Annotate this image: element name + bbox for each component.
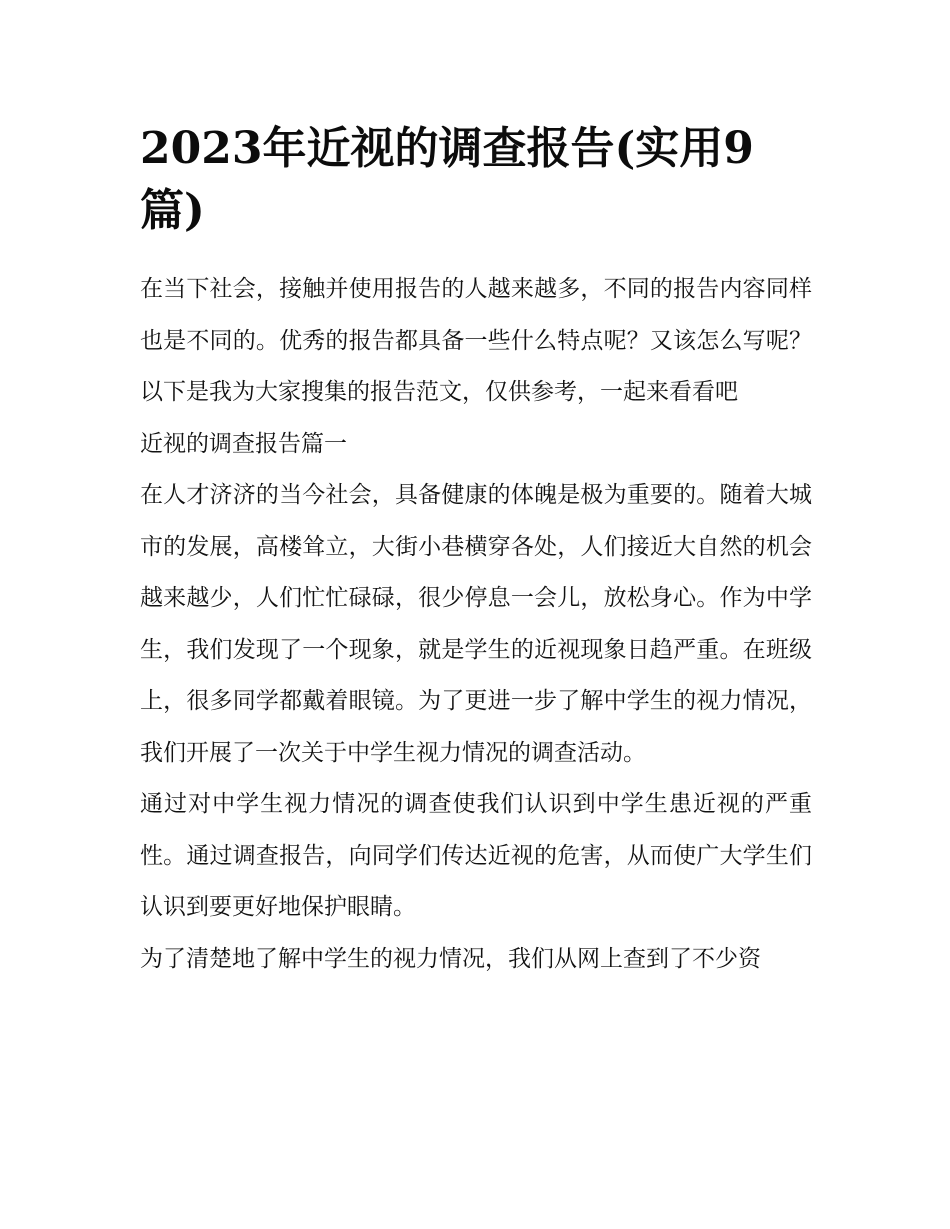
body-paragraph: 通过对中学生视力情况的调查使我们认识到中学生患近视的严重性。通过调查报告，向同学们传达近视的危害，从而使广大学生们认识到要更好地保护眼睛。 <box>140 791 812 920</box>
document-title: 2023年近视的调查报告(实用9篇) <box>140 123 754 236</box>
body-paragraph: 为了清楚地了解中学生的视力情况，我们从网上查到了不少资 <box>140 945 761 972</box>
body-paragraph: 在人才济济的当今社会，具备健康的体魄是极为重要的。随着大城市的发展，高楼耸立，大街小巷横穿各处，人们接近大自然的机会越来越少，人们忙忙碌碌，很少停息一会儿，放松身心。作为中学生，我们发现了一个现象，就是学生的近视现象日趋严重。在班级上，很多同学都戴着眼镜。为了更进一步了解中学生的视力情况，我们开展了一次关于中学生视力情况的调查活动。 <box>140 482 812 766</box>
section-heading: 近视的调查报告篇一 <box>140 430 347 457</box>
document-page <box>140 118 812 985</box>
intro-paragraph: 在当下社会，接触并使用报告的人越来越多，不同的报告内容同样也是不同的。优秀的报告都具备一些什么特点呢？又该怎么写呢？以下是我为大家搜集的报告范文，仅供参考，一起来看看吧 <box>140 276 812 405</box>
